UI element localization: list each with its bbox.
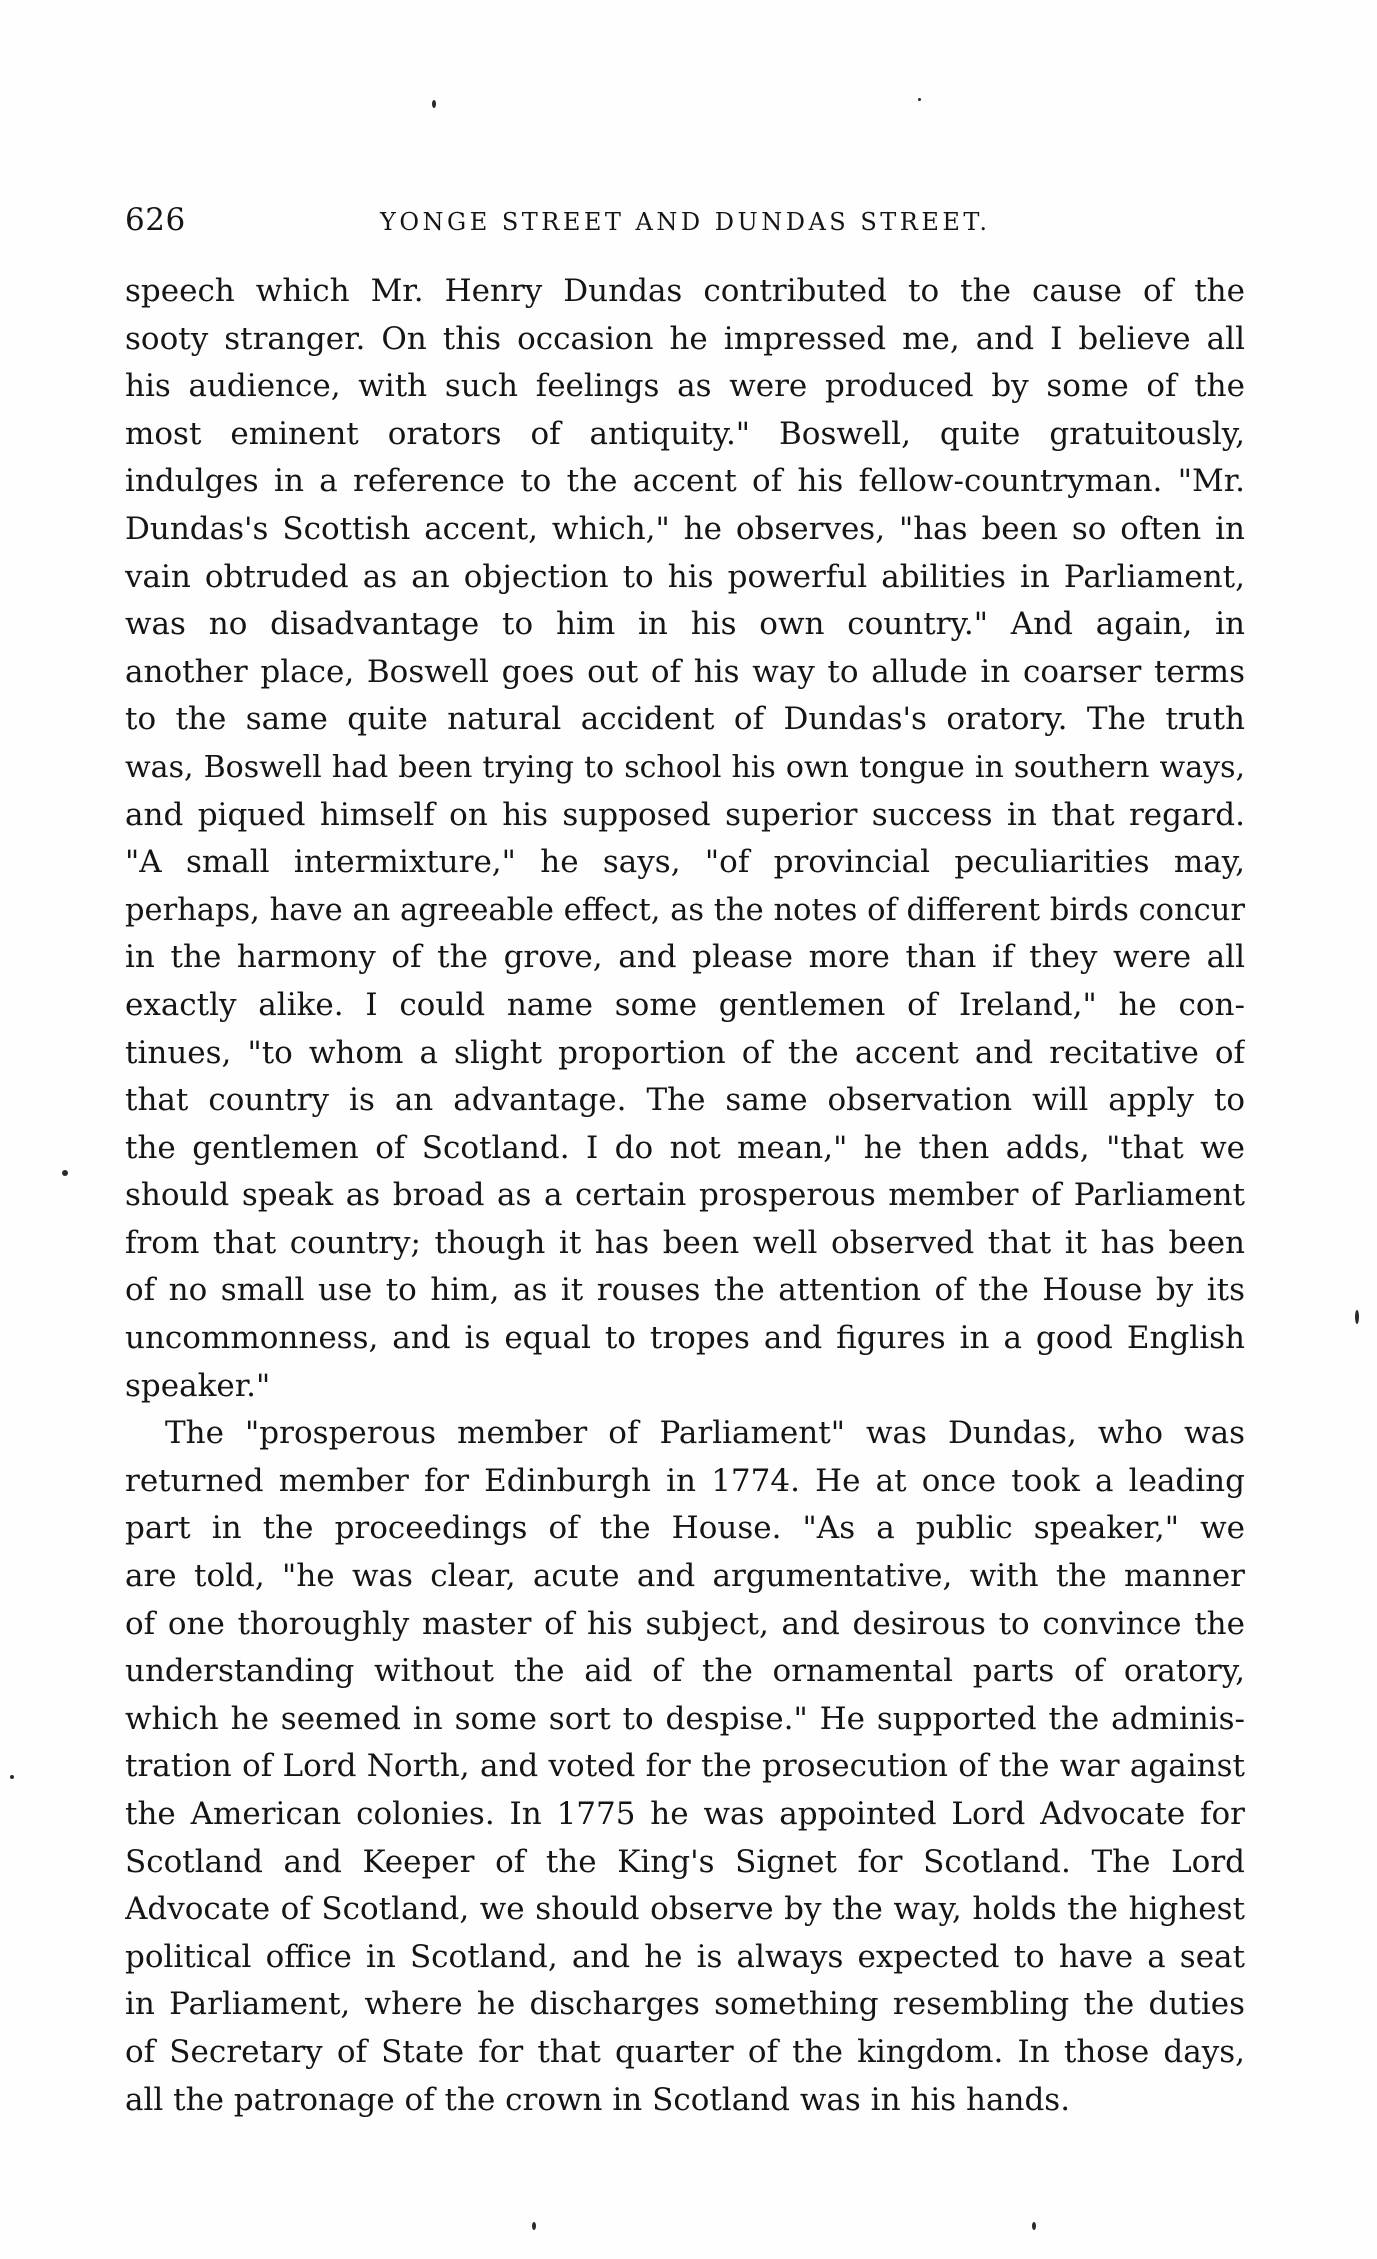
scan-speck [1355, 1310, 1359, 1324]
scan-speck [918, 98, 921, 101]
text-line: and piqued himself on his supposed superior success in that regard. [125, 796, 1245, 833]
scan-speck [10, 1775, 14, 1779]
text-line: tinues, "to whom a slight proportion of the accent and recitative of [125, 1034, 1245, 1071]
text-line: of no small use to him, as it rouses the attention of the House by its [125, 1272, 1245, 1309]
body-text [125, 268, 1245, 2124]
text-line: returned member for Edinburgh in 1774. He at once took a leading [125, 1462, 1245, 1499]
text-line: part in the proceedings of the House. "As a public speaker," we [125, 1510, 1245, 1547]
page-number: 626 [125, 202, 186, 238]
text-line: that country is an advantage. The same observation will apply to [125, 1082, 1245, 1119]
text-line: in Parliament, where he discharges something resembling the duties [125, 1986, 1245, 2023]
scan-speck [432, 100, 436, 108]
text-line: was, Boswell had been trying to school his own tongue in southern ways, [125, 749, 1245, 785]
text-line: vain obtruded as an objection to his powerful abilities in Parliament, [125, 558, 1245, 595]
text-line: speaker." [125, 1367, 271, 1404]
scan-speck [1032, 2222, 1036, 2230]
text-line: most eminent orators of antiquity." Boswell, quite gratuitously, [125, 415, 1245, 452]
text-line: the American colonies. In 1775 he was appointed Lord Advocate for [125, 1796, 1245, 1832]
text-line: Scotland and Keeper of the King's Signet for Scotland. The Lord [125, 1843, 1245, 1880]
scan-speck [532, 2222, 536, 2230]
text-line: uncommonness, and is equal to tropes and figures in a good English [125, 1320, 1245, 1357]
text-line: the gentlemen of Scotland. I do not mean," he then adds, "that we [125, 1129, 1245, 1166]
text-line: was no disadvantage to him in his own country." And again, in [125, 606, 1245, 643]
text-line: another place, Boswell goes out of his way to allude in coarser terms [125, 653, 1245, 690]
text-line: to the same quite natural accident of Dundas's oratory. The truth [125, 701, 1245, 738]
text-line: of one thoroughly master of his subject, and desirous to convince the [125, 1605, 1245, 1642]
scan-speck [62, 1170, 68, 1176]
text-line: which he seemed in some sort to despise." He supported the adminis- [125, 1700, 1245, 1737]
text-line: perhaps, have an agreeable effect, as the notes of different birds concur [125, 892, 1245, 928]
running-title: YONGE STREET AND DUNDAS STREET. [380, 208, 991, 236]
text-line: are told, "he was clear, acute and argumentative, with the manner [125, 1558, 1245, 1595]
text-line: from that country; though it has been well observed that it has been [125, 1224, 1245, 1261]
text-line: speech which Mr. Henry Dundas contributed to the cause of the [125, 273, 1245, 309]
page-header [125, 200, 1255, 240]
text-line: all the patronage of the crown in Scotland was in his hands. [125, 2081, 1071, 2118]
text-line: tration of Lord North, and voted for the prosecution of the war against [125, 1748, 1245, 1785]
text-line: political office in Scotland, and he is always expected to have a seat [125, 1938, 1245, 1975]
paragraph-start-line: The "prosperous member of Parliament" was Dundas, who was [165, 1415, 1245, 1452]
text-line: in the harmony of the grove, and please more than if they were all [125, 939, 1245, 976]
text-line: Dundas's Scottish accent, which," he observes, "has been so often in [125, 510, 1245, 547]
text-line: indulges in a reference to the accent of his fellow-countryman. "Mr. [125, 463, 1245, 500]
text-line: exactly alike. I could name some gentlemen of Ireland," he con- [125, 986, 1245, 1023]
text-line: his audience, with such feelings as were produced by some of the [125, 368, 1245, 405]
text-line: of Secretary of State for that quarter of the kingdom. In those days, [125, 2033, 1245, 2070]
text-line: understanding without the aid of the ornamental parts of oratory, [125, 1653, 1245, 1690]
text-line: "A small intermixture," he says, "of provincial peculiarities may, [125, 844, 1245, 881]
text-line: sooty stranger. On this occasion he impressed me, and I believe all [125, 320, 1245, 357]
text-line: Advocate of Scotland, we should observe by the way, holds the highest [125, 1891, 1245, 1928]
text-line: should speak as broad as a certain prosperous member of Parliament [125, 1177, 1245, 1214]
